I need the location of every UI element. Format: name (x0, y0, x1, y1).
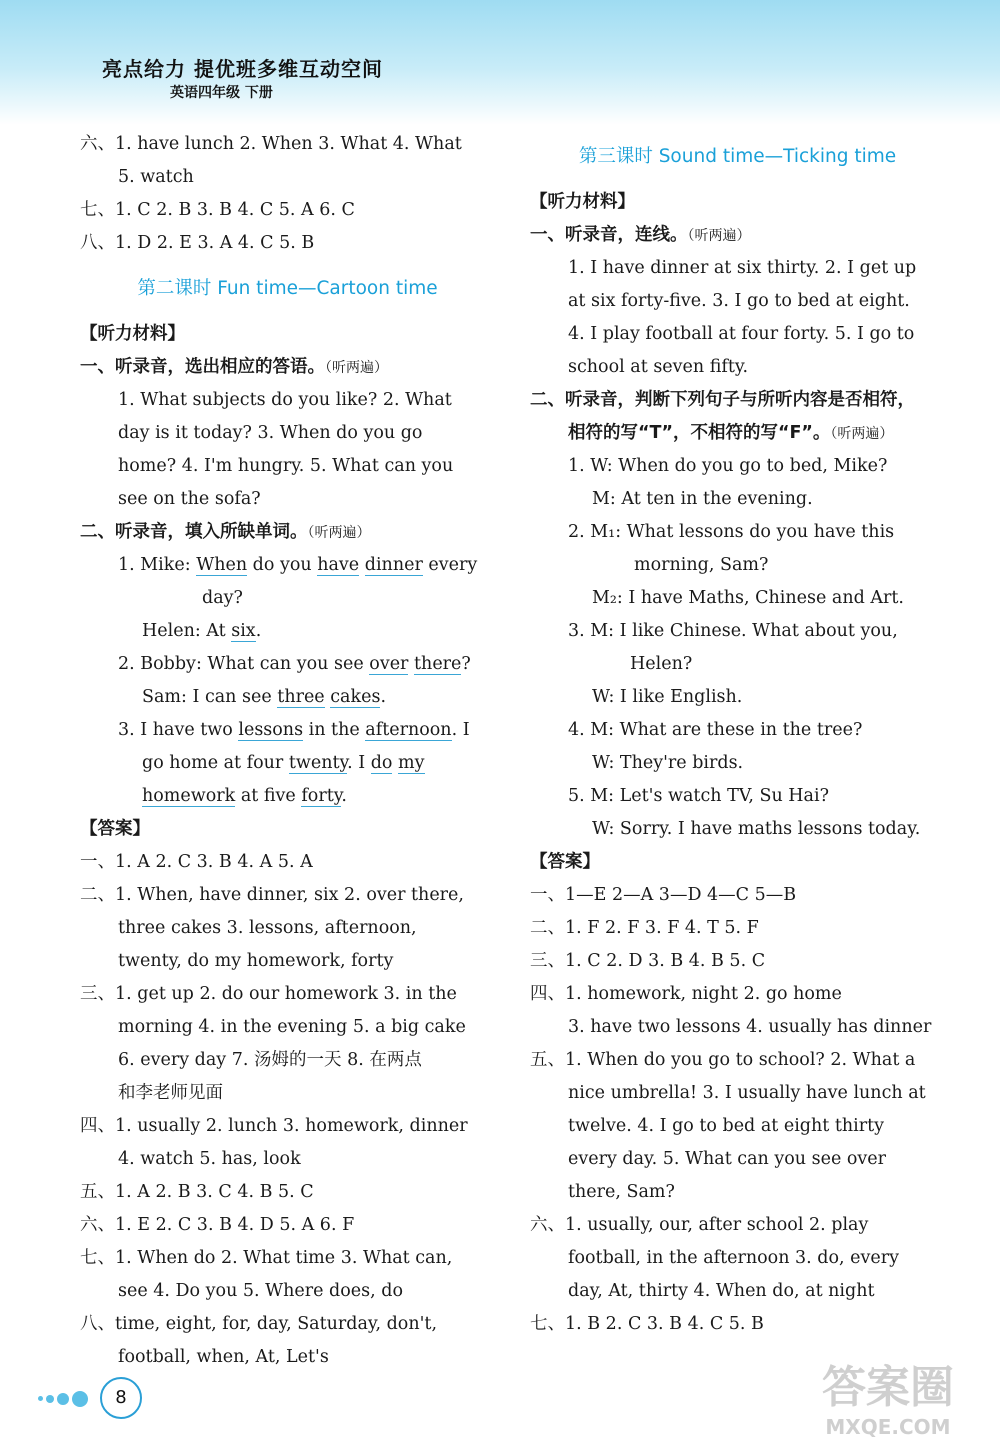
answer-line: nice umbrella! 3. I usually have lunch at (568, 1083, 926, 1103)
answer-line: 一、1. A 2. C 3. B 4. A 5. A (80, 852, 313, 872)
dialogue-line: 1. W: When do you go to bed, Mike? (568, 456, 888, 476)
answer-line: every day. 5. What can you see over (568, 1149, 887, 1169)
dialogue-line: day? (202, 588, 243, 608)
answer-line: 八、time, eight, for, day, Saturday, don't, (80, 1314, 438, 1334)
dialogue-line: W: They're birds. (592, 753, 744, 773)
section-title: 二、听录音，填入所缺单词。 (80, 522, 308, 542)
text (359, 555, 365, 575)
filled-blank: homework (142, 786, 236, 806)
text-line: school at seven fifty. (568, 357, 749, 377)
text: . I (451, 720, 470, 740)
answer-line: 三、1. get up 2. do our homework 3. in the (80, 984, 457, 1004)
filled-blank: cakes (330, 687, 381, 707)
dialogue-line (80, 549, 495, 582)
listening-material-label: 【听力材料】 (530, 192, 635, 212)
dialogue-line: 5. M: Let's watch TV, Su Hai? (568, 786, 829, 806)
answer-line: see 4. Do you 5. Where does, do (118, 1281, 403, 1301)
listening-material-label: 【听力材料】 (80, 324, 185, 344)
left-column (80, 128, 495, 1374)
filled-blank: my (398, 753, 425, 773)
dialogue-line: Helen? (630, 654, 693, 674)
answer-line: 六、1. usually, our, after school 2. play (530, 1215, 869, 1235)
dialogue-line (80, 747, 495, 780)
answer-line: twenty, do my homework, forty (118, 951, 394, 971)
filled-blank: lessons (238, 720, 304, 740)
book-title: 亮点给力 提优班多维互动空间 (102, 57, 383, 81)
dialogue-line: 4. M: What are these in the tree? (568, 720, 863, 740)
section-note: （听两遍） (325, 360, 388, 376)
dot-icon (46, 1395, 54, 1403)
text: Sam: I can see (142, 687, 278, 707)
dialogue-line (80, 615, 495, 648)
filled-blank: afternoon (365, 720, 452, 740)
text-line: home? 4. I'm hungry. 5. What can you (118, 456, 454, 476)
dialogue-line: W: Sorry. I have maths lessons today. (592, 819, 921, 839)
filled-blank: twenty (288, 753, 348, 773)
dot-icon (72, 1391, 88, 1407)
filled-blank: do (370, 753, 393, 773)
answer-label: 【答案】 (80, 819, 150, 839)
section-note: （听两遍） (830, 426, 894, 442)
answer-line: 七、1. B 2. C 3. B 4. C 5. B (530, 1314, 764, 1334)
text: . (255, 621, 262, 641)
dialogue-line (80, 714, 495, 747)
filled-blank: dinner (364, 555, 423, 575)
filled-blank: forty (301, 786, 342, 806)
answer-line: 四、1. usually 2. lunch 3. homework, dinner (80, 1116, 468, 1136)
answer-line: football, when, At, Let's (118, 1347, 329, 1367)
text: go home at four (142, 753, 289, 773)
section-title: 一、听录音，连线。 (530, 225, 688, 245)
answer-line: 和李老师见面 (118, 1083, 223, 1103)
section-title: 二、听录音，判断下列句子与所听内容是否相符， (530, 390, 915, 410)
filled-blank: there (414, 654, 462, 674)
text: . (380, 687, 387, 707)
filled-blank: When (196, 555, 248, 575)
text: at five (235, 786, 302, 806)
watermark-text: 答案圈 (822, 1362, 954, 1413)
page-number: 8 (100, 1377, 142, 1419)
answer-label: 【答案】 (530, 852, 600, 872)
filled-blank: over (369, 654, 409, 674)
dialogue-line (80, 780, 495, 813)
answer-line: twelve. 4. I go to bed at eight thirty (568, 1116, 885, 1136)
filled-blank: three (277, 687, 325, 707)
book-subtitle: 英语四年级 下册 (170, 85, 273, 101)
text: 1. Mike: (118, 555, 197, 575)
answer-line: 六、1. E 2. C 3. B 4. D 5. A 6. F (80, 1215, 355, 1235)
answer-line: 6. every day 7. 汤姆的一天 8. 在两点 (118, 1050, 422, 1070)
filled-blank: six (231, 621, 256, 641)
watermark (788, 1351, 988, 1446)
text-line: 1. I have dinner at six thirty. 2. I get up (568, 258, 917, 278)
lesson-heading: 第三课时 Sound time—Ticking time (578, 146, 897, 167)
dot-icon (57, 1393, 69, 1405)
text: 2. Bobby: What can you see (118, 654, 370, 674)
text: . (341, 786, 347, 806)
answer-line: 一、1—E 2—A 3—D 4—C 5—B (530, 885, 797, 905)
text: . I (347, 753, 371, 773)
answer-line: 4. watch 5. has, look (118, 1149, 301, 1169)
dot-icon (38, 1396, 43, 1401)
answer-line: 3. have two lessons 4. usually has dinner (568, 1017, 932, 1037)
answer-line: 六、1. have lunch 2. When 3. What 4. What (80, 134, 462, 154)
text: Helen: At (142, 621, 232, 641)
dialogue-line: M: At ten in the evening. (592, 489, 813, 509)
answer-line: 七、1. When do 2. What time 3. What can, (80, 1248, 453, 1268)
section-note: （听两遍） (307, 525, 371, 541)
text: do you (247, 555, 318, 575)
dialogue-line (80, 681, 495, 714)
answer-line: 八、1. D 2. E 3. A 4. C 5. B (80, 233, 315, 253)
answer-line: 二、1. F 2. F 3. F 4. T 5. F (530, 918, 759, 938)
dialogue-line: W: I like English. (592, 687, 743, 707)
answer-line: 五、1. A 2. B 3. C 4. B 5. C (80, 1182, 314, 1202)
dialogue-line: morning, Sam? (634, 555, 769, 575)
section-title: 一、听录音，选出相应的答语。 (80, 357, 325, 377)
answer-line: 二、1. When, have dinner, six 2. over there, (80, 885, 464, 905)
text: in the (303, 720, 366, 740)
answer-line: morning 4. in the evening 5. a big cake (118, 1017, 466, 1037)
watermark-url: MXQE.COM (825, 1415, 951, 1439)
decorative-dots (38, 1388, 91, 1407)
text: every (422, 555, 478, 575)
text-line: at six forty-five. 3. I go to bed at eight. (568, 291, 910, 311)
text-line: 4. I play football at four forty. 5. I go to (568, 324, 915, 344)
right-column (530, 128, 945, 1341)
answer-line: 5. watch (118, 167, 194, 187)
header-banner (0, 0, 1000, 125)
answer-line: 七、1. C 2. B 3. B 4. C 5. A 6. C (80, 200, 355, 220)
lesson-heading: 第二课时 Fun time—Cartoon time (137, 278, 438, 299)
dialogue-line: 3. M: I like Chinese. What about you, (568, 621, 898, 641)
answer-line: 五、1. When do you go to school? 2. What a (530, 1050, 916, 1070)
text-line: 1. What subjects do you like? 2. What (118, 390, 452, 410)
answer-line: 三、1. C 2. D 3. B 4. B 5. C (530, 951, 766, 971)
answer-line: football, in the afternoon 3. do, every (568, 1248, 900, 1268)
section-note: （听两遍） (687, 228, 751, 244)
answer-line: day, At, thirty 4. When do, at night (568, 1281, 875, 1301)
text: ? (461, 654, 471, 674)
dialogue-line: 2. M₁: What lessons do you have this (568, 522, 895, 542)
text-line: day is it today? 3. When do you go (118, 423, 423, 443)
answer-line: 四、1. homework, night 2. go home (530, 984, 842, 1004)
text-line: see on the sofa? (118, 489, 261, 509)
section-title: 相符的写“T”，不相符的写“F”。 (568, 423, 831, 443)
text: 3. I have two (118, 720, 239, 740)
filled-blank: have (317, 555, 360, 575)
dialogue-line (80, 648, 495, 681)
answer-line: there, Sam? (568, 1182, 675, 1202)
dialogue-line: M₂: I have Maths, Chinese and Art. (592, 588, 904, 608)
answer-line: three cakes 3. lessons, afternoon, (118, 918, 417, 938)
